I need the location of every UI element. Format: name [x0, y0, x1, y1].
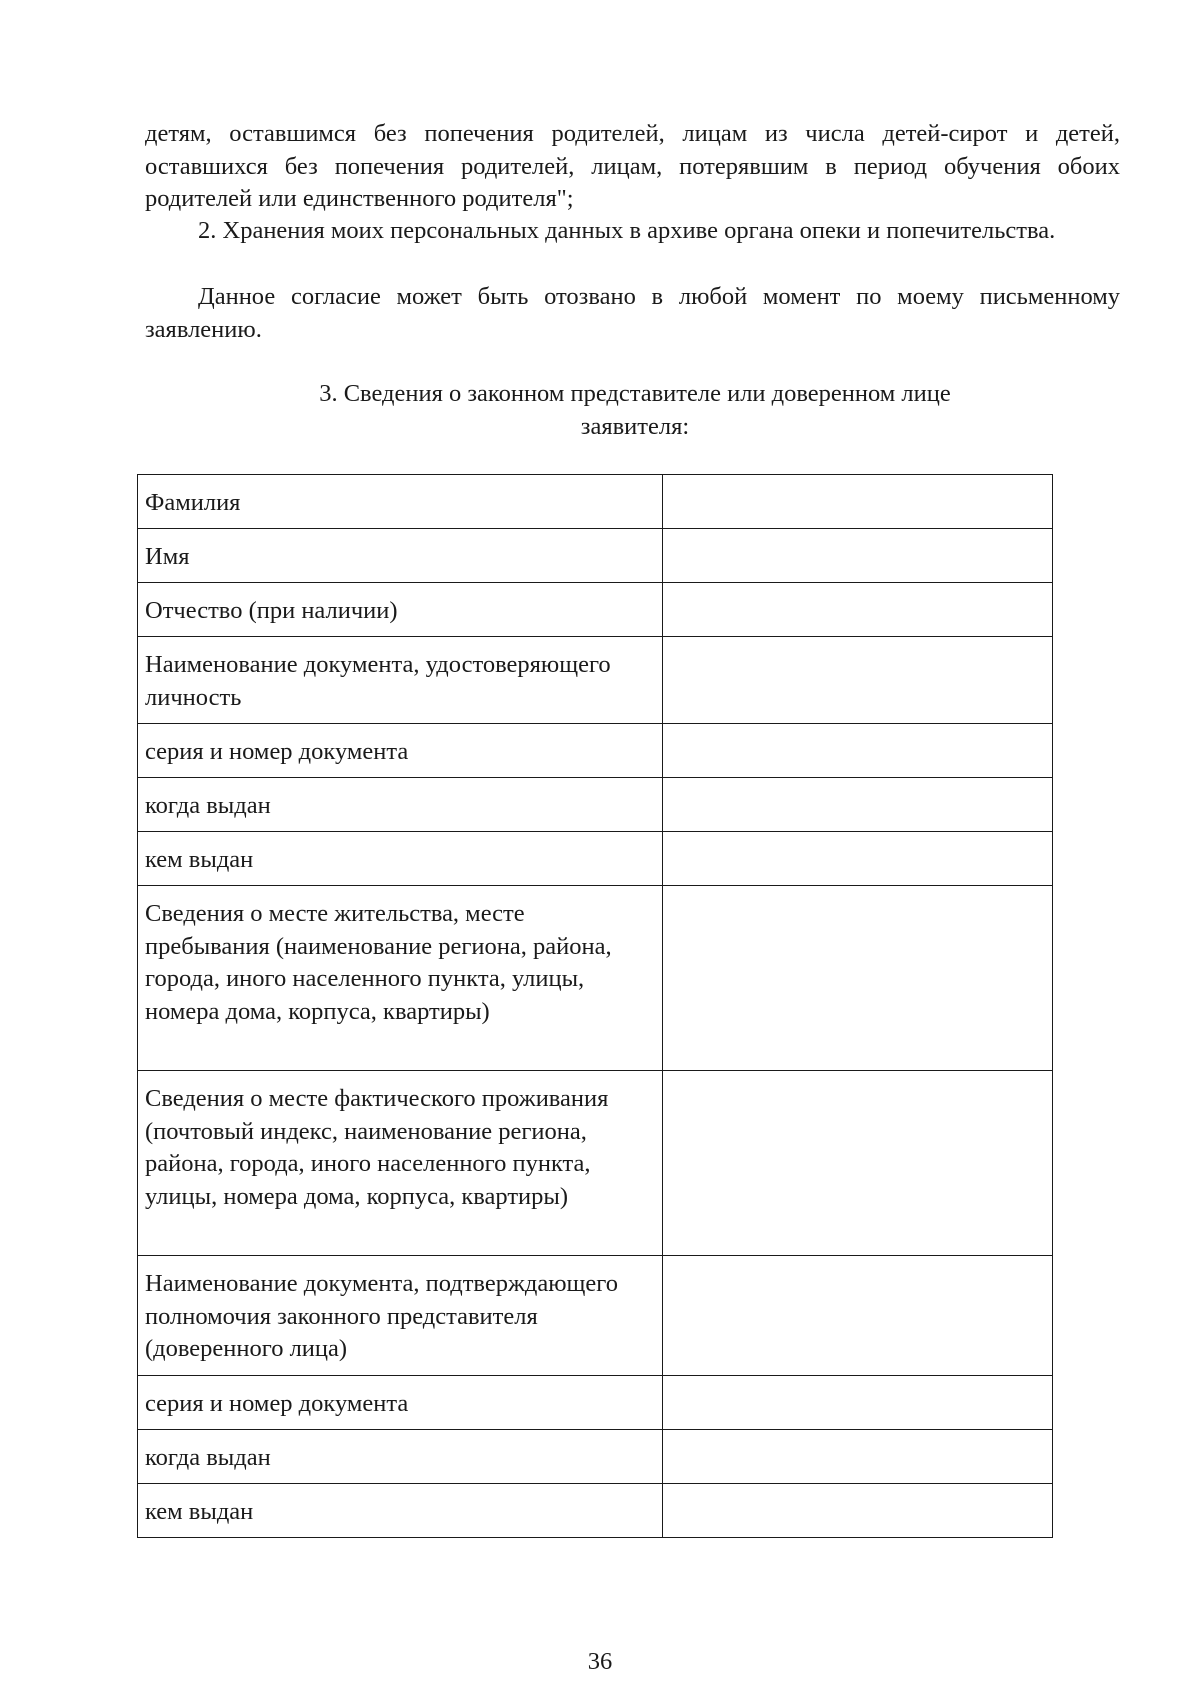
field-label-id-issue-date: когда выдан	[138, 778, 663, 832]
table-row	[138, 1256, 1053, 1376]
table-row	[138, 583, 1053, 637]
field-value-id-series-number[interactable]	[662, 724, 1052, 778]
table-row	[138, 832, 1053, 886]
field-label-first-name: Имя	[138, 529, 663, 583]
table-row	[138, 529, 1053, 583]
field-value-authority-document[interactable]	[662, 1256, 1052, 1376]
field-value-first-name[interactable]	[662, 529, 1052, 583]
field-label-patronymic: Отчество (при наличии)	[138, 583, 663, 637]
consent-item-2: 2. Хранения моих персональных данных в архиве органа опеки и попечительства.	[198, 217, 1056, 244]
field-label-id-series-number: серия и номер документа	[138, 724, 663, 778]
table-row	[138, 637, 1053, 724]
table-row	[138, 886, 1053, 1071]
table-row	[138, 1430, 1053, 1484]
field-label-authority-issue-date: когда выдан	[138, 1430, 663, 1484]
field-value-authority-issue-date[interactable]	[662, 1430, 1052, 1484]
field-value-id-issued-by[interactable]	[662, 832, 1052, 886]
field-label-id-document: Наименование документа, удостоверяющего личность	[138, 637, 663, 724]
field-label-authority-document: Наименование документа, подтверждающего полномочия законного представителя (доверенного лица)	[138, 1256, 663, 1376]
table-row	[138, 724, 1053, 778]
field-label-actual-address: Сведения о месте фактического проживания (почтовый индекс, наименование региона, района, города, иного населенного пункта, улицы, номера дома, корпуса, квартиры)	[138, 1071, 663, 1256]
table-row	[138, 1484, 1053, 1538]
consent-revocation-note: Данное согласие может быть отозвано в любой момент по моему письменному заявлению.	[145, 283, 1120, 343]
section-heading-line-1: 3. Сведения о законном представителе или доверенном лице	[319, 380, 951, 407]
field-label-residence: Сведения о месте жительства, месте пребывания (наименование региона, района, города, иного населенного пункта, улицы, номера дома, корпуса, квартиры)	[138, 886, 663, 1071]
field-value-authority-issued-by[interactable]	[662, 1484, 1052, 1538]
field-value-authority-series-number[interactable]	[662, 1376, 1052, 1430]
field-value-id-document[interactable]	[662, 637, 1052, 724]
table-row	[138, 475, 1053, 529]
field-label-authority-issued-by: кем выдан	[138, 1484, 663, 1538]
table-row	[138, 778, 1053, 832]
representative-info-table	[137, 474, 1053, 1538]
field-value-residence[interactable]	[662, 886, 1052, 1071]
table-row	[138, 1376, 1053, 1430]
page-number: 36	[587, 1648, 613, 1675]
field-value-actual-address[interactable]	[662, 1071, 1052, 1256]
section-heading	[250, 378, 1020, 443]
field-label-surname: Фамилия	[138, 475, 663, 529]
table-row	[138, 1071, 1053, 1256]
consent-paragraph-continued: детям, оставшимся без попечения родителей, лицам из числа детей-сирот и детей, оставшихся без попечения родителей, лицам, потерявшим в период обучения обоих родителей или единственного родителя";	[145, 120, 1120, 212]
field-value-id-issue-date[interactable]	[662, 778, 1052, 832]
field-value-surname[interactable]	[662, 475, 1052, 529]
field-label-authority-series-number: серия и номер документа	[138, 1376, 663, 1430]
field-label-id-issued-by: кем выдан	[138, 832, 663, 886]
section-heading-line-2: заявителя:	[580, 412, 690, 440]
field-value-patronymic[interactable]	[662, 583, 1052, 637]
